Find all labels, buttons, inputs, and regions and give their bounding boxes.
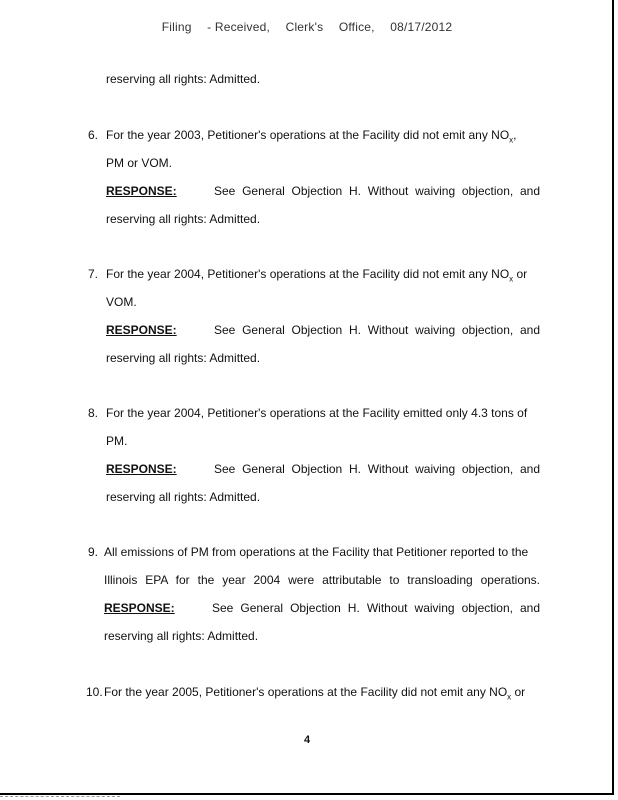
item-6-line1-post: , [513, 128, 517, 142]
item-8-number: 8. [88, 406, 99, 420]
item-7-line1-text: For the year 2004, Petitioner's operations at the Facility did not emit any NO [106, 267, 510, 281]
item-9-response-text: See General Objection H. Without waiving objection, and [212, 601, 540, 615]
item-10-line1 [104, 685, 526, 702]
item-7-subscript: x [509, 274, 514, 284]
item-6-response-cont: reserving all rights: Admitted. [106, 212, 261, 226]
header-filing: Filing [161, 20, 192, 34]
item-7-response-text: See General Objection H. Without waiving objection, and [214, 323, 540, 337]
header-clerk: Clerk's [285, 20, 324, 34]
item-6-response-text: See General Objection H. Without waiving objection, and [214, 184, 540, 198]
item-6-number: 6. [88, 128, 99, 142]
item-7-response [106, 323, 540, 337]
item-8-line1: For the year 2004, Petitioner's operations at the Facility emitted only 4.3 tons of [106, 406, 528, 420]
filing-header [0, 20, 614, 34]
item-8-response-label: RESPONSE: [106, 462, 177, 476]
item-9-response-label: RESPONSE: [104, 601, 175, 615]
item-8-response [106, 462, 540, 476]
item-8-response-text: See General Objection H. Without waiving objection, and [214, 462, 540, 476]
item-9-number: 9. [88, 545, 99, 559]
header-date: 08/17/2012 [390, 20, 453, 34]
item-7-line2: VOM. [106, 295, 137, 309]
item-7-line1-post: or [513, 267, 528, 281]
item-8-response-cont: reserving all rights: Admitted. [106, 490, 261, 504]
scan-artifact [0, 796, 120, 799]
item-9-response [104, 601, 540, 615]
item-10-number: 10. [86, 685, 103, 699]
header-received: - Received, [207, 20, 271, 34]
page-number: 4 [303, 734, 311, 746]
item-9-line1: All emissions of PM from operations at the Facility that Petitioner reported to the [104, 545, 529, 559]
item-7-response-cont: reserving all rights: Admitted. [106, 351, 261, 365]
item-6-line1-text: For the year 2003, Petitioner's operations at the Facility did not emit any NO [106, 128, 510, 142]
item-9-line2: Illinois EPA for the year 2004 were attributable to transloading operations. [104, 573, 540, 587]
item-6-line2: PM or VOM. [106, 156, 173, 170]
item-7-number: 7. [88, 267, 99, 281]
item-6-line1 [106, 128, 517, 145]
item-10-line1-text: For the year 2005, Petitioner's operations at the Facility did not emit any NO [104, 685, 508, 699]
item-8-line2: PM. [106, 434, 128, 448]
item-10-subscript: x [507, 692, 512, 702]
item-7-response-label: RESPONSE: [106, 323, 177, 337]
carryover-text: reserving all rights: Admitted. [106, 72, 261, 86]
item-10-line1-post: or [511, 685, 526, 699]
header-office: Office, [338, 20, 375, 34]
item-6-response [106, 184, 540, 198]
item-6-response-label: RESPONSE: [106, 184, 177, 198]
item-6-subscript: x [509, 135, 514, 145]
item-7-line1 [106, 267, 528, 284]
item-9-response-cont: reserving all rights: Admitted. [104, 629, 259, 643]
